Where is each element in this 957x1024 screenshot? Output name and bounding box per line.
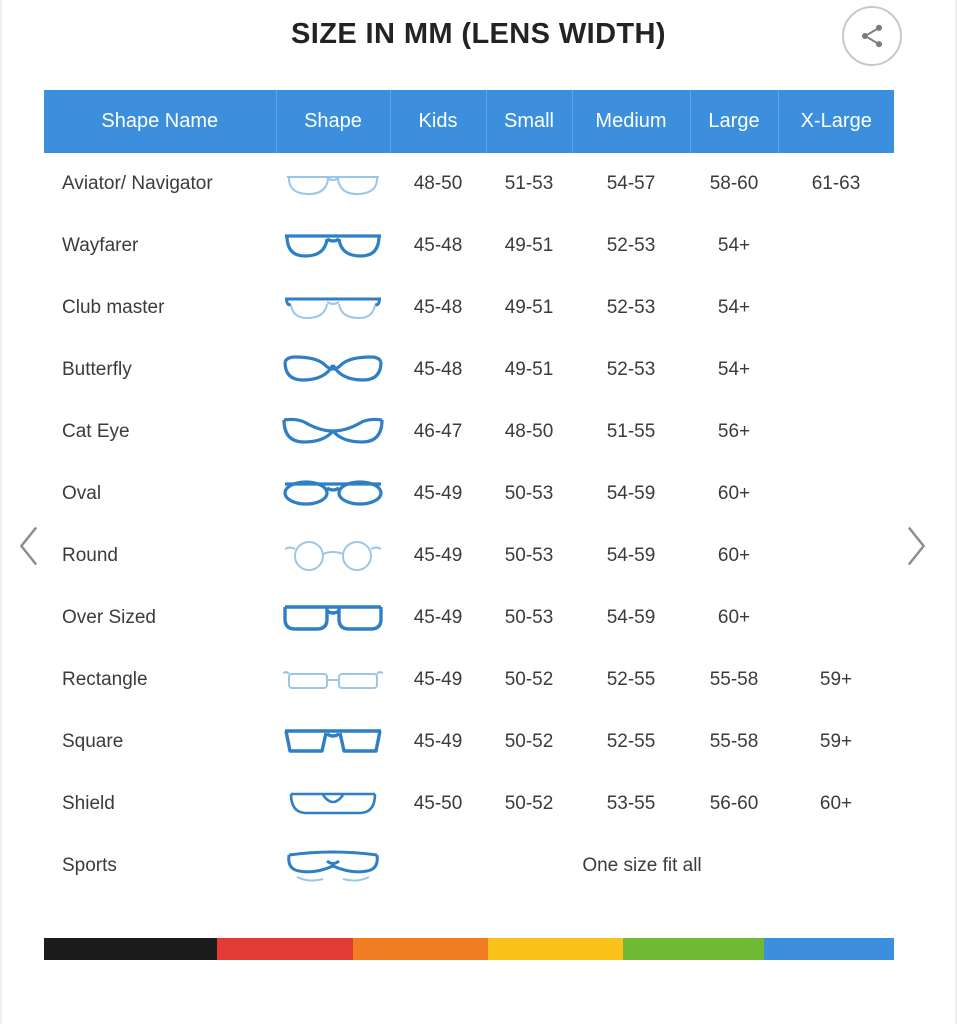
row-small: 48-50 bbox=[486, 401, 572, 463]
column-header-large: Large bbox=[690, 90, 778, 153]
row-kids: 45-49 bbox=[390, 463, 486, 525]
wayfarer-glasses-icon bbox=[281, 227, 385, 265]
row-small: 50-53 bbox=[486, 587, 572, 649]
color-bar-segment-black bbox=[44, 938, 217, 960]
table-row bbox=[44, 711, 894, 773]
row-medium: 54-59 bbox=[572, 587, 690, 649]
row-shape-cell bbox=[276, 153, 390, 215]
row-large: 60+ bbox=[690, 525, 778, 587]
row-shape-name: Oval bbox=[44, 463, 276, 525]
clubmaster-glasses-icon bbox=[281, 289, 385, 327]
shield-glasses-icon bbox=[281, 785, 385, 823]
row-small: 49-51 bbox=[486, 277, 572, 339]
square-glasses-icon bbox=[281, 723, 385, 761]
page-title-bar bbox=[0, 18, 957, 51]
row-xlarge bbox=[778, 463, 894, 525]
rectangle-glasses-icon bbox=[281, 661, 385, 699]
row-medium: 54-59 bbox=[572, 463, 690, 525]
row-shape-cell bbox=[276, 339, 390, 401]
row-medium: 51-55 bbox=[572, 401, 690, 463]
aviator-glasses-icon bbox=[281, 165, 385, 203]
row-shape-cell bbox=[276, 773, 390, 835]
column-header-xlarge: X-Large bbox=[778, 90, 894, 153]
share-button[interactable] bbox=[842, 6, 902, 66]
row-small: 50-53 bbox=[486, 463, 572, 525]
row-xlarge bbox=[778, 525, 894, 587]
table-row bbox=[44, 773, 894, 835]
table-body bbox=[44, 153, 894, 897]
color-bar-segment-green bbox=[623, 938, 764, 960]
row-medium: 54-59 bbox=[572, 525, 690, 587]
row-xlarge bbox=[778, 215, 894, 277]
row-large: 54+ bbox=[690, 277, 778, 339]
oval-glasses-icon bbox=[281, 475, 385, 513]
next-arrow-button[interactable] bbox=[895, 522, 935, 570]
row-shape-cell bbox=[276, 277, 390, 339]
share-icon bbox=[858, 22, 886, 50]
column-header-shape: Shape bbox=[276, 90, 390, 153]
row-shape-name: Square bbox=[44, 711, 276, 773]
row-shape-cell bbox=[276, 649, 390, 711]
color-bar-segment-yellow bbox=[488, 938, 623, 960]
table-row bbox=[44, 649, 894, 711]
cateye-glasses-icon bbox=[281, 413, 385, 451]
row-shape-cell bbox=[276, 587, 390, 649]
table-row bbox=[44, 153, 894, 215]
page-title: SIZE IN MM (LENS WIDTH) bbox=[291, 18, 666, 50]
row-shape-cell bbox=[276, 711, 390, 773]
table-row bbox=[44, 525, 894, 587]
row-medium: 52-55 bbox=[572, 649, 690, 711]
row-medium: 53-55 bbox=[572, 773, 690, 835]
row-large: 60+ bbox=[690, 587, 778, 649]
table-row bbox=[44, 463, 894, 525]
table-row bbox=[44, 215, 894, 277]
chevron-right-icon bbox=[902, 525, 928, 567]
row-small: 50-53 bbox=[486, 525, 572, 587]
row-shape-cell bbox=[276, 463, 390, 525]
row-medium: 52-53 bbox=[572, 215, 690, 277]
column-header-small: Small bbox=[486, 90, 572, 153]
table-row-sports bbox=[44, 835, 894, 897]
row-shape-cell bbox=[276, 215, 390, 277]
table-row bbox=[44, 587, 894, 649]
row-xlarge bbox=[778, 339, 894, 401]
table-header bbox=[44, 90, 894, 153]
color-bar-segment-red bbox=[217, 938, 352, 960]
row-shape-cell bbox=[276, 835, 390, 897]
row-large: 56-60 bbox=[690, 773, 778, 835]
row-medium: 52-53 bbox=[572, 339, 690, 401]
row-shape-name: Wayfarer bbox=[44, 215, 276, 277]
row-kids: 45-49 bbox=[390, 649, 486, 711]
row-kids: 46-47 bbox=[390, 401, 486, 463]
row-large: 56+ bbox=[690, 401, 778, 463]
color-bar-segment-blue bbox=[764, 938, 894, 960]
row-large: 55-58 bbox=[690, 649, 778, 711]
row-small: 50-52 bbox=[486, 773, 572, 835]
row-small: 49-51 bbox=[486, 215, 572, 277]
row-xlarge bbox=[778, 277, 894, 339]
chevron-left-icon bbox=[17, 525, 43, 567]
row-medium: 54-57 bbox=[572, 153, 690, 215]
row-shape-name: Shield bbox=[44, 773, 276, 835]
row-kids: 45-49 bbox=[390, 587, 486, 649]
row-medium: 52-55 bbox=[572, 711, 690, 773]
row-small: 50-52 bbox=[486, 711, 572, 773]
color-bar bbox=[44, 938, 894, 960]
column-header-shape-name: Shape Name bbox=[44, 90, 276, 153]
row-shape-name: Rectangle bbox=[44, 649, 276, 711]
row-xlarge: 60+ bbox=[778, 773, 894, 835]
row-shape-cell bbox=[276, 525, 390, 587]
row-shape-name: Round bbox=[44, 525, 276, 587]
table-row bbox=[44, 277, 894, 339]
row-xlarge bbox=[778, 401, 894, 463]
row-xlarge: 59+ bbox=[778, 711, 894, 773]
size-table bbox=[44, 90, 894, 897]
color-bar-segment-orange bbox=[353, 938, 488, 960]
row-large: 55-58 bbox=[690, 711, 778, 773]
row-kids: 45-48 bbox=[390, 339, 486, 401]
row-xlarge: 61-63 bbox=[778, 153, 894, 215]
row-medium: 52-53 bbox=[572, 277, 690, 339]
sports-note: One size fit all bbox=[390, 835, 894, 897]
page-edge-left bbox=[0, 0, 2, 1024]
column-header-kids: Kids bbox=[390, 90, 486, 153]
row-small: 51-53 bbox=[486, 153, 572, 215]
sports-glasses-icon bbox=[281, 847, 385, 885]
row-kids: 45-48 bbox=[390, 215, 486, 277]
row-shape-name: Butterfly bbox=[44, 339, 276, 401]
row-xlarge bbox=[778, 587, 894, 649]
row-small: 50-52 bbox=[486, 649, 572, 711]
row-kids: 45-49 bbox=[390, 711, 486, 773]
row-xlarge: 59+ bbox=[778, 649, 894, 711]
row-large: 60+ bbox=[690, 463, 778, 525]
row-kids: 45-48 bbox=[390, 277, 486, 339]
size-table-container bbox=[44, 90, 894, 897]
row-large: 54+ bbox=[690, 339, 778, 401]
row-large: 54+ bbox=[690, 215, 778, 277]
row-shape-name: Aviator/ Navigator bbox=[44, 153, 276, 215]
butterfly-glasses-icon bbox=[281, 351, 385, 389]
row-shape-name: Over Sized bbox=[44, 587, 276, 649]
column-header-medium: Medium bbox=[572, 90, 690, 153]
row-shape-name: Cat Eye bbox=[44, 401, 276, 463]
row-small: 49-51 bbox=[486, 339, 572, 401]
row-shape-cell bbox=[276, 401, 390, 463]
row-kids: 48-50 bbox=[390, 153, 486, 215]
row-shape-name: Club master bbox=[44, 277, 276, 339]
row-shape-name: Sports bbox=[44, 835, 276, 897]
table-row bbox=[44, 339, 894, 401]
row-kids: 45-49 bbox=[390, 525, 486, 587]
row-kids: 45-50 bbox=[390, 773, 486, 835]
row-large: 58-60 bbox=[690, 153, 778, 215]
table-row bbox=[44, 401, 894, 463]
table-header-row bbox=[44, 90, 894, 153]
round-glasses-icon bbox=[281, 537, 385, 575]
oversized-glasses-icon bbox=[281, 599, 385, 637]
